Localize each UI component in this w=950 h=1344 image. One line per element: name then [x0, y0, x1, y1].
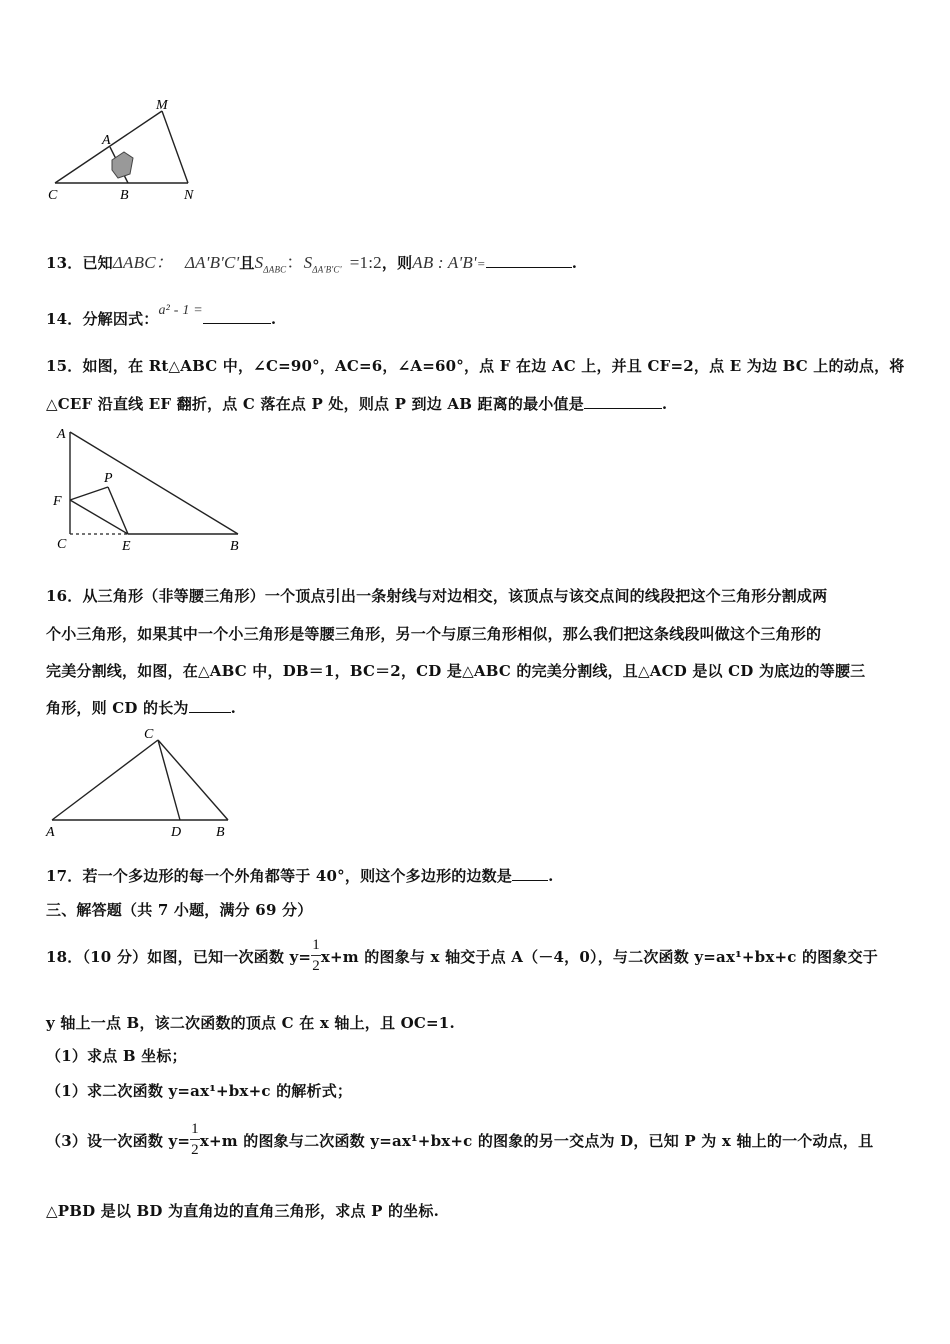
- label-A: A: [57, 427, 66, 442]
- label-F: F: [53, 494, 62, 509]
- question-17: 17．若一个多边形的每一个外角都等于 40°，则这个多边形的边数是 .: [46, 867, 554, 885]
- question-15-line2: △CEF 沿直线 EF 翻折，点 C 落在点 P 处，则点 P 到边 AB 距离的最小值是 .: [46, 395, 668, 413]
- question-14: 14．分解因式：a² - 1 = .: [46, 303, 277, 328]
- label-A: A: [46, 825, 55, 840]
- label-M: M: [156, 98, 168, 113]
- section-3-title: 三、解答题（共 7 小题，满分 69 分）: [46, 901, 313, 919]
- question-18-part3: （3）设一次函数 y= $\frac{1}{2}$ x+m 的图象与二次函数 y=ax¹+bx+c 的图象的另一交点为 D，已知 P 为 x 轴上的一个动点，且: [46, 1121, 874, 1158]
- answer-blank-14[interactable]: [203, 322, 271, 324]
- question-18-part3-line2: △PBD 是以 BD 为直角边的直角三角形，求点 P 的坐标.: [46, 1202, 440, 1220]
- question-15-line1: 15．如图，在 Rt△ABC 中，∠C=90°，AC=6，∠A=60°，点 F 在边 AC 上，并且 CF=2，点 E 为边 BC 上的动点，将: [46, 357, 905, 375]
- question-16-line3: 完美分割线，如图，在△ABC 中，DB＝1，BC＝2，CD 是△ABC 的完美分割线，且△ACD 是以 CD 为底边的等腰三: [46, 662, 866, 680]
- label-B: B: [216, 825, 225, 840]
- figure-right-triangle-abc: [48, 424, 248, 558]
- question-13: 13．已知ΔABC： ΔA'B'C'且$S_{\Delta ABC}$：$S_{\Delta A'B'C'}$ =1:2，则AB : A'B'= .: [46, 253, 578, 275]
- question-18-part1: （1）求点 B 坐标；: [46, 1047, 187, 1065]
- label-A: A: [102, 133, 111, 148]
- figure-triangle-acd: [40, 724, 240, 842]
- label-P: P: [104, 471, 113, 486]
- question-16-line1: 16．从三角形（非等腰三角形）一个顶点引出一条射线与对边相交，该顶点与该交点间的线段把这个三角形分割成两: [46, 587, 828, 605]
- question-18-line1: 18．（10 分）如图，已知一次函数 y= $\frac{1}{2}$ x+m 的图象与 x 轴交于点 A（－4，0），与二次函数 y=ax¹+bx+c 的图象交于: [46, 937, 878, 974]
- answer-blank-17[interactable]: [512, 879, 548, 881]
- question-16-line2: 个小三角形，如果其中一个小三角形是等腰三角形，另一个与原三角形相似，那么我们把这条线段叫做这个三角形的: [46, 625, 822, 643]
- label-E: E: [122, 539, 131, 554]
- fraction-one-half: $\frac{1}{2}$: [191, 1121, 199, 1158]
- figure-triangle-cmn: [40, 98, 210, 208]
- label-N: N: [184, 188, 194, 203]
- label-B: B: [230, 539, 239, 554]
- label-C: C: [48, 188, 58, 203]
- question-16-line4: 角形，则 CD 的长为 .: [46, 699, 237, 717]
- label-D: D: [171, 825, 182, 840]
- question-18-line2: y 轴上一点 B，该二次函数的顶点 C 在 x 轴上，且 OC=1.: [46, 1014, 455, 1032]
- answer-blank-16[interactable]: [189, 711, 231, 713]
- label-B: B: [120, 188, 129, 203]
- answer-blank-13[interactable]: [486, 266, 572, 268]
- label-C: C: [144, 727, 154, 742]
- question-18-part2: （1）求二次函数 y=ax¹+bx+c 的解析式；: [46, 1082, 353, 1100]
- answer-blank-15[interactable]: [584, 407, 662, 409]
- fraction-one-half: $\frac{1}{2}$: [312, 937, 320, 974]
- label-C: C: [57, 537, 67, 552]
